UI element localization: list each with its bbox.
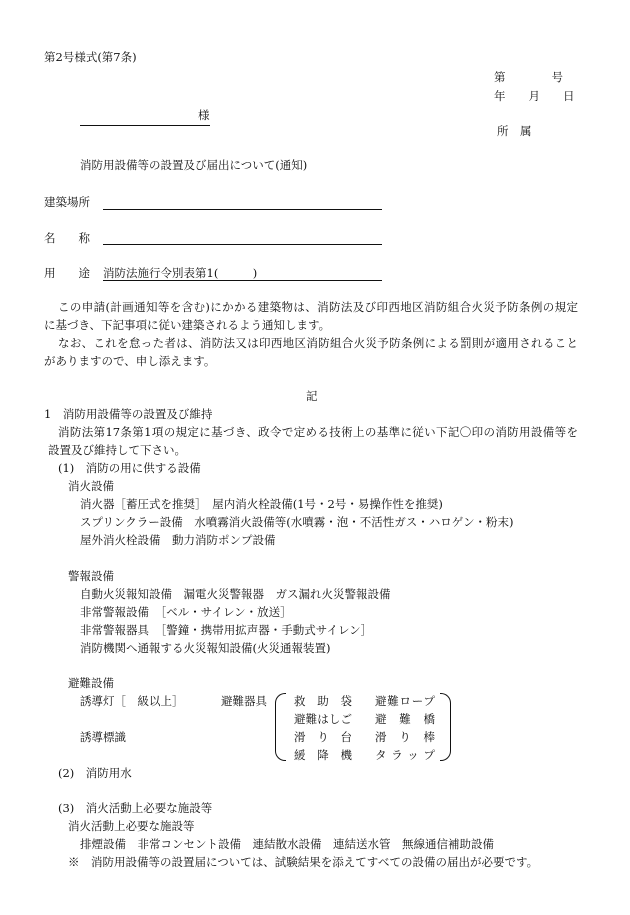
intro-line-4: がありますので、申し添えます。 <box>44 354 216 368</box>
evac-item-left-2: 滑り台 <box>294 730 352 744</box>
intro-line-1: この申請(計画通知等を含む)にかかる建築物は、消防法及び印西地区消防組合火災予防条例の規定 <box>58 300 578 314</box>
evac-heading: 避難設備 <box>68 676 114 690</box>
alarm-line-4: 消防機関へ通報する火災報知設備(火災通報装置) <box>80 641 331 655</box>
guide-sign: 誘導標識 <box>80 730 126 744</box>
building-location-label: 建築場所 <box>44 195 90 209</box>
left-bracket <box>275 693 286 761</box>
evac-item-right-1: 避難橋 <box>375 712 435 726</box>
evac-item-left-0: 救助袋 <box>294 694 352 708</box>
building-location-line <box>103 209 382 210</box>
footnote: ※ 消防用設備等の設置届については、試験結果を添えてすべての設備の届出が必要です。 <box>68 855 539 869</box>
fire-ext-line-2: スプリンクラー設備 水噴霧消火設備等(水噴霧・泡・不活性ガス・ハロゲン・粉末) <box>80 515 514 529</box>
form-label: 第2号様式(第7条) <box>44 50 137 64</box>
evac-item-right-2: 滑り棒 <box>375 730 435 744</box>
alarm-heading: 警報設備 <box>68 569 114 583</box>
doc-number: 第 号 <box>494 70 563 84</box>
evac-item-left-1: 避難はしご <box>294 712 352 726</box>
alarm-line-1: 自動火災報知設備 漏電火災警報器 ガス漏れ火災警報設備 <box>80 587 391 601</box>
name-line <box>103 244 382 245</box>
sub1-heading: (1) 消防の用に供する設備 <box>58 461 201 475</box>
sub3-line-1: 排煙設備 非常コンセント設備 連結散水設備 連結送水管 無線通信補助設備 <box>80 837 494 851</box>
name-label: 名 称 <box>44 231 90 245</box>
evac-item-right-0: 避難ロープ <box>375 694 435 708</box>
ki-heading: 記 <box>306 389 318 403</box>
sub2-heading: (2) 消防用水 <box>58 766 132 780</box>
guide-light: 誘導灯［ 級以上］ <box>80 694 184 708</box>
right-bracket <box>440 693 451 761</box>
sub3-heading: (3) 消火活動上必要な施設等 <box>58 801 213 815</box>
evac-item-left-3: 緩降機 <box>294 748 352 762</box>
fire-ext-line-3: 屋外消火栓設備 動力消防ポンプ設備 <box>80 533 276 547</box>
section1-heading: 1 消防用設備等の設置及び維持 <box>44 407 213 421</box>
use-line <box>103 280 382 281</box>
document-title: 消防用設備等の設置及び届出について(通知) <box>80 158 308 172</box>
alarm-line-3: 非常警報器具 ［警鐘・携帯用拡声器・手動式サイレン］ <box>80 623 373 637</box>
sub3-subheading: 消火活動上必要な施設等 <box>68 819 195 833</box>
use-value: 消防法施行令別表第1( ) <box>103 266 258 280</box>
intro-line-3: なお、これを怠った者は、消防法又は印西地区消防組合火災予防条例による罰則が適用されること <box>58 336 578 350</box>
addressee-line <box>80 125 210 126</box>
section1-text-1: 消防法第17条第1項の規定に基づき、政令で定める技術上の基準に従い下記〇印の消防用設備等を <box>58 425 578 439</box>
department: 所 属 <box>497 124 532 138</box>
intro-line-2: に基づき、下記事項に従い建築されるよう通知します。 <box>44 318 331 332</box>
fire-ext-heading: 消火設備 <box>68 479 114 493</box>
alarm-line-2: 非常警報設備 ［ベル・サイレン・放送］ <box>80 605 292 619</box>
section1-text-2: 設置及び維持して下さい。 <box>48 443 186 457</box>
doc-date: 年 月 日 <box>494 89 575 103</box>
evac-equipment-label: 避難器具 <box>221 694 267 708</box>
use-label: 用 途 <box>44 266 90 280</box>
evac-item-right-3: タラップ <box>375 748 435 762</box>
fire-ext-line-1: 消火器［蓄圧式を推奨］ 屋内消火栓設備(1号・2号・易操作性を推奨) <box>80 497 443 511</box>
addressee-suffix: 様 <box>198 108 210 122</box>
